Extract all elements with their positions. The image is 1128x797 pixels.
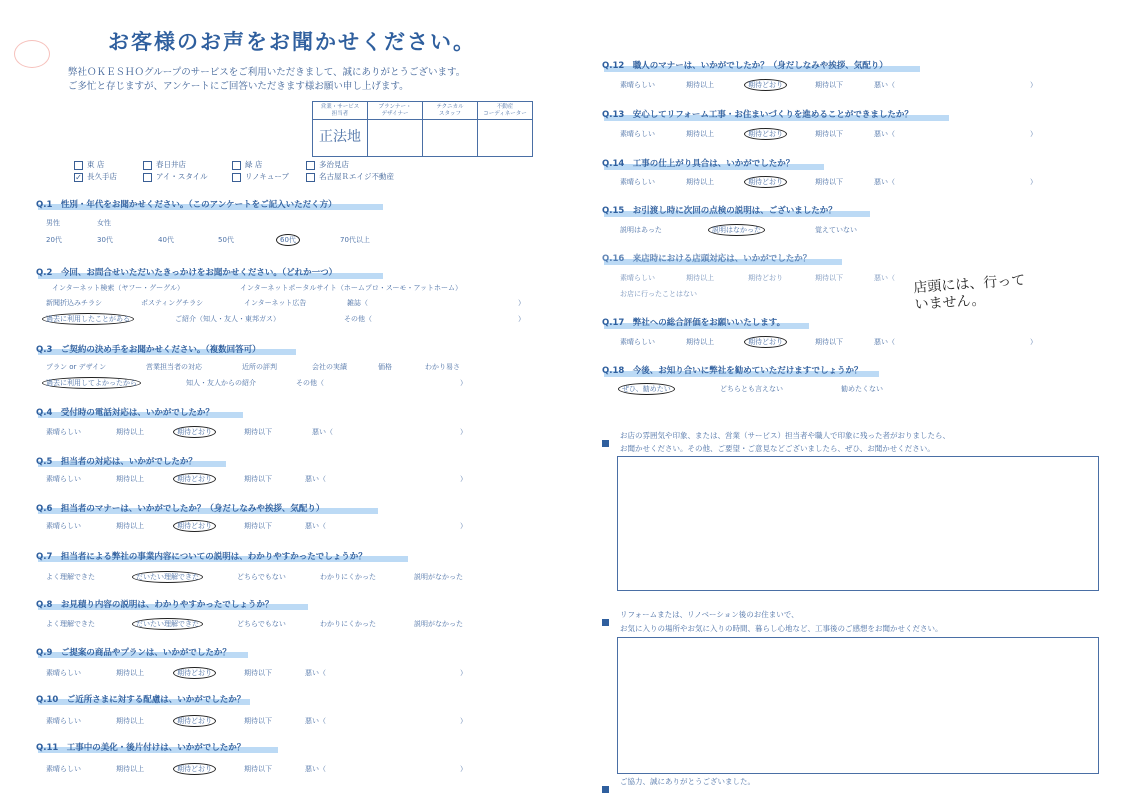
- q17-option-selected[interactable]: 期待どおり: [748, 337, 783, 347]
- q3-option[interactable]: 営業担当者の対応: [146, 363, 202, 371]
- q14-option[interactable]: 悪い（: [874, 178, 895, 186]
- q3-option[interactable]: 会社の実績: [312, 363, 347, 371]
- q7-text: Q.7 担当者による弊社の事業内容についての説明は、わかりやすかったでしょうか？: [36, 552, 367, 562]
- q9-paren: ）: [460, 669, 467, 677]
- q7-option-selected[interactable]: だいたい理解できた: [136, 572, 199, 582]
- q6-text: Q.6 担当者のマナーは、いかがでしたか？（身だしなみや挨拶、気配り）: [36, 504, 325, 514]
- q12-paren: ）: [1030, 81, 1037, 89]
- square-bullet-icon: [602, 611, 609, 630]
- q4-option[interactable]: 期待以上: [116, 428, 144, 436]
- staff-name: 正法地: [313, 120, 368, 157]
- staff-header-technical: テクニカル スタッフ: [423, 102, 478, 120]
- staff-header-sales: 営業・サービス 担当者: [313, 102, 368, 120]
- q10-option[interactable]: 素晴らしい: [46, 717, 81, 725]
- q12-text: Q.12 職人のマナーは、いかがでしたか？（身だしなみや挨拶、気配り）: [602, 61, 888, 71]
- q3-option[interactable]: その他（: [296, 379, 324, 387]
- q8-option[interactable]: 説明がなかった: [414, 620, 463, 628]
- q12-option[interactable]: 期待以下: [815, 81, 843, 89]
- store-option[interactable]: 春日井店: [143, 159, 186, 170]
- q5-option[interactable]: 期待以下: [244, 475, 272, 483]
- q2-option[interactable]: 雑誌（: [347, 299, 368, 307]
- q9-option[interactable]: 素晴らしい: [46, 669, 81, 677]
- q1-option[interactable]: 50代: [218, 236, 234, 244]
- q13-paren: ）: [1030, 130, 1037, 138]
- q1-option[interactable]: 20代: [46, 236, 62, 244]
- q13-option[interactable]: 素晴らしい: [620, 130, 655, 138]
- q6-option-selected[interactable]: 期待どおり: [177, 521, 212, 531]
- q3-paren: ）: [460, 379, 467, 387]
- q10-option[interactable]: 悪い（: [305, 717, 326, 725]
- q2-text: Q.2 今回、お問合せいただいたきっかけをお聞かせください。（どれか一つ）: [36, 268, 338, 278]
- q17-text: Q.17 弊社への総合評価をお願いいたします。: [602, 318, 786, 328]
- checkbox[interactable]: [143, 173, 152, 182]
- q9-option[interactable]: 期待以上: [116, 669, 144, 677]
- q1-option[interactable]: 40代: [158, 236, 174, 244]
- q2-option[interactable]: ご紹介（知人・友人・東邦ガス）: [175, 315, 280, 323]
- q2-paren: ）: [518, 315, 525, 323]
- store-option[interactable]: リノキューブ: [232, 171, 289, 182]
- q12-option[interactable]: 悪い（: [874, 81, 895, 89]
- q14-option[interactable]: 素晴らしい: [620, 178, 655, 186]
- q18-text: Q.18 今後、お知り合いに弊社を勧めていただけますでしょうか？: [602, 366, 863, 376]
- q11-option[interactable]: 期待以下: [244, 765, 272, 773]
- q8-option-selected[interactable]: だいたい理解できた: [136, 619, 199, 629]
- q11-paren: ）: [460, 765, 467, 773]
- q15-text: Q.15 お引渡し時に次回の点検の説明は、ございましたか？: [602, 206, 837, 216]
- q10-option-selected[interactable]: 期待どおり: [177, 716, 212, 726]
- q12-option-selected[interactable]: 期待どおり: [748, 80, 783, 90]
- q14-option[interactable]: 期待以上: [686, 178, 714, 186]
- q5-option[interactable]: 悪い（: [305, 475, 326, 483]
- q12-option[interactable]: 素晴らしい: [620, 81, 655, 89]
- store-option[interactable]: 名古屋Ｒエイジ不動産: [306, 171, 394, 182]
- q6-option[interactable]: 悪い（: [305, 522, 326, 530]
- q9-option[interactable]: 悪い（: [305, 669, 326, 677]
- q6-paren: ）: [460, 522, 467, 530]
- q2-option[interactable]: 新聞折込みチラシ: [46, 299, 102, 307]
- q1-option[interactable]: 30代: [97, 236, 113, 244]
- q9-text: Q.9 ご提案の商品やプランは、いかがでしたか？: [36, 648, 231, 658]
- square-bullet-icon: [602, 778, 609, 797]
- checkbox[interactable]: [143, 161, 152, 170]
- q18-option[interactable]: どちらとも言えない: [720, 385, 783, 393]
- square-bullet-icon: [602, 432, 609, 451]
- q3-text: Q.3 ご契約の決め手をお聞かせください。（複数回答可）: [36, 345, 261, 355]
- q3-option-selected[interactable]: 過去に利用してよかったから: [46, 378, 137, 388]
- q18-option-selected[interactable]: ぜひ、勧めたい: [622, 384, 671, 394]
- q5-option[interactable]: 素晴らしい: [46, 475, 81, 483]
- q2-option[interactable]: インターネット広告: [244, 299, 307, 307]
- q16-handwritten-note: 店頭には、行っていません。: [912, 272, 1026, 314]
- staff-cell[interactable]: [423, 120, 478, 157]
- q15-option[interactable]: 説明はあった: [620, 226, 662, 234]
- checkbox[interactable]: [232, 173, 241, 182]
- q12-option[interactable]: 期待以上: [686, 81, 714, 89]
- q13-option[interactable]: 悪い（: [874, 130, 895, 138]
- q1-female[interactable]: 女性: [97, 219, 111, 227]
- q14-paren: ）: [1030, 178, 1037, 186]
- q10-option[interactable]: 期待以上: [116, 717, 144, 725]
- q18-option[interactable]: 勧めたくない: [841, 385, 883, 393]
- q8-text: Q.8 お見積り内容の説明は、わかりやすかったでしょうか？: [36, 600, 274, 610]
- q4-option[interactable]: 悪い（: [312, 428, 333, 436]
- q2-option-selected[interactable]: 過去に利用したことがある: [46, 314, 130, 324]
- q11-option-selected[interactable]: 期待どおり: [177, 764, 212, 774]
- checkbox[interactable]: [74, 161, 83, 170]
- q14-text: Q.14 工事の仕上がり具合は、いかがでしたか？: [602, 159, 795, 169]
- q1-option-selected[interactable]: 60代: [280, 235, 296, 245]
- q13-option-selected[interactable]: 期待どおり: [748, 129, 783, 139]
- q1-text: Q.1 性別・年代をお聞かせください。（このアンケートをご記入いただく方）: [36, 200, 337, 210]
- q1-option[interactable]: 70代以上: [340, 236, 370, 244]
- q6-option[interactable]: 期待以上: [116, 522, 144, 530]
- q16-text: Q.16 来店時における店頭対応は、いかがでしたか？: [602, 254, 812, 264]
- q16-option[interactable]: 期待どおり: [748, 274, 783, 282]
- store-option[interactable]: 緑 店: [232, 159, 262, 170]
- q14-option-selected[interactable]: 期待どおり: [748, 177, 783, 187]
- checkbox[interactable]: [232, 161, 241, 170]
- q4-option[interactable]: 素晴らしい: [46, 428, 81, 436]
- q16-option[interactable]: 期待以下: [815, 274, 843, 282]
- q17-option[interactable]: 期待以上: [686, 338, 714, 346]
- closing-text: ご協力、誠にありがとうございました。: [620, 777, 755, 786]
- store-option[interactable]: 東 店: [74, 159, 104, 170]
- q6-option[interactable]: 期待以下: [244, 522, 272, 530]
- q3-option[interactable]: わかり易さ: [425, 363, 460, 371]
- q10-option[interactable]: 期待以下: [244, 717, 272, 725]
- q9-option[interactable]: 期待以下: [244, 669, 272, 677]
- q2-option[interactable]: インターネット検索（ヤフー・グーグル）: [52, 284, 184, 292]
- q3-option[interactable]: プラン or デザイン: [46, 363, 107, 371]
- q13-option[interactable]: 期待以上: [686, 130, 714, 138]
- q1-male[interactable]: 男性: [46, 219, 60, 227]
- q3-option[interactable]: 価格: [378, 363, 392, 371]
- q7-option[interactable]: 説明がなかった: [414, 573, 463, 581]
- q10-paren: ）: [460, 717, 467, 725]
- q17-option[interactable]: 素晴らしい: [620, 338, 655, 346]
- free1-comment-box[interactable]: [617, 456, 1099, 591]
- q2-option[interactable]: ポスティングチラシ: [141, 299, 204, 307]
- q16-option[interactable]: 素晴らしい: [620, 274, 655, 282]
- free2-line-2: お気に入りの場所やお気に入りの時間、暮らし心地など、工事後のご感想をお聞かせください。: [620, 624, 943, 633]
- checkmark-icon[interactable]: ✓: [75, 172, 82, 182]
- checkbox[interactable]: [306, 173, 315, 182]
- q4-option[interactable]: 期待以下: [244, 428, 272, 436]
- q13-text: Q.13 安心してリフォーム工事・お住まいづくりを進めることができましたか？: [602, 110, 913, 120]
- q8-option[interactable]: よく理解できた: [46, 620, 95, 628]
- staff-header-realestate: 不動産 コーディネーター: [478, 102, 533, 120]
- staff-table: [312, 101, 533, 157]
- q15-option[interactable]: 覚えていない: [815, 226, 857, 234]
- q10-text: Q.10 ご近所さまに対する配慮は、いかがでしたか？: [36, 695, 246, 705]
- q14-option[interactable]: 期待以下: [815, 178, 843, 186]
- q11-option[interactable]: 素晴らしい: [46, 765, 81, 773]
- checkbox[interactable]: [306, 161, 315, 170]
- q9-option-selected[interactable]: 期待どおり: [177, 668, 212, 678]
- q11-option[interactable]: 悪い（: [305, 765, 326, 773]
- free1-line-2: お聞かせください。その他、ご要望・ご意見などございましたら、ぜひ、お聞かせください。: [620, 444, 935, 453]
- staff-cell[interactable]: [368, 120, 423, 157]
- free2-line-1: リフォームまたは、リノベーション後のお住まいで、: [620, 610, 799, 619]
- intro-line-1: 弊社ＯＫＥＳＨＯグループのサービスをご利用いただきまして、誠にありがとうございます。: [68, 67, 466, 78]
- q5-option[interactable]: 期待以上: [116, 475, 144, 483]
- q17-option[interactable]: 悪い（: [874, 338, 895, 346]
- q2-paren: ）: [518, 299, 525, 307]
- q4-option-selected[interactable]: 期待どおり: [177, 427, 212, 437]
- q11-option[interactable]: 期待以上: [116, 765, 144, 773]
- q7-option[interactable]: よく理解できた: [46, 573, 95, 581]
- q3-option[interactable]: 知人・友人からの紹介: [186, 379, 256, 387]
- q5-option-selected[interactable]: 期待どおり: [177, 474, 212, 484]
- q7-option[interactable]: わかりにくかった: [320, 573, 376, 581]
- page-title: お客様のお声をお聞かせください。: [108, 30, 476, 54]
- q6-option[interactable]: 素晴らしい: [46, 522, 81, 530]
- q16-no-visit[interactable]: お店に行ったことはない: [620, 290, 697, 298]
- store-option[interactable]: 多治見店: [306, 159, 349, 170]
- q11-text: Q.11 工事中の美化・後片付けは、いかがでしたか？: [36, 743, 246, 753]
- q7-option[interactable]: どちらでもない: [237, 573, 286, 581]
- store-option-checked[interactable]: ✓ 長久手店: [75, 172, 117, 182]
- q4-paren: ）: [460, 428, 467, 436]
- free2-comment-box[interactable]: [617, 637, 1099, 774]
- q5-text: Q.5 担当者の対応は、いかがでしたか？: [36, 457, 197, 467]
- free1-line-1: お店の雰囲気や印象、または、営業（サービス）担当者や職人で印象に残った者がおりましたら、: [620, 431, 950, 440]
- red-stamp-logo: [14, 40, 50, 68]
- q4-text: Q.4 受付時の電話対応は、いかがでしたか？: [36, 408, 214, 418]
- q2-option[interactable]: その他（: [344, 315, 372, 323]
- q16-option[interactable]: 期待以上: [686, 274, 714, 282]
- q16-option[interactable]: 悪い（: [874, 274, 895, 282]
- staff-header-planner: プランナー・ デザイナー: [368, 102, 423, 120]
- q13-option[interactable]: 期待以下: [815, 130, 843, 138]
- intro-line-2: ご多忙と存じますが、アンケートにご回答いただきます様お願い申し上げます。: [68, 81, 409, 92]
- q15-option-selected[interactable]: 説明はなかった: [712, 225, 761, 235]
- q2-option[interactable]: インターネットポータルサイト（ホームプロ・スーモ・アットホーム）: [240, 284, 463, 292]
- q5-paren: ）: [460, 475, 467, 483]
- q3-option[interactable]: 近所の評判: [242, 363, 277, 371]
- staff-cell[interactable]: [478, 120, 533, 157]
- q8-option[interactable]: どちらでもない: [237, 620, 286, 628]
- store-option[interactable]: アイ・スタイル: [143, 171, 208, 182]
- q17-option[interactable]: 期待以下: [815, 338, 843, 346]
- q17-paren: ）: [1030, 338, 1037, 346]
- q8-option[interactable]: わかりにくかった: [320, 620, 376, 628]
